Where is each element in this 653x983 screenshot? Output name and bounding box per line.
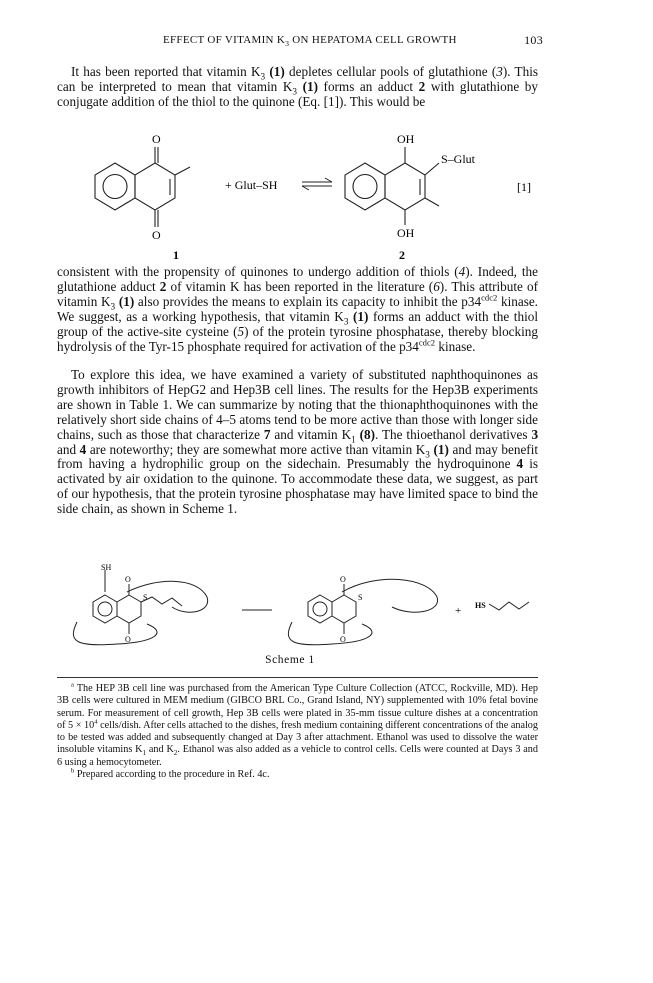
- footnotes: [57, 683, 538, 781]
- footnote-a: $^a$ The HEP 3B cell line was purchased from the American Type Culture Collection (ATCC, Rockville, MD). Hep 3B cells were cultured in MEM medium (GIBCO BRL Co., Grand Island, NY) supplemented with 10% fetal bovine serum. For measurement of cell growth, Hep 3B cells were plated in 35-mm tissue culture dishes at a concentration of $5 \times 10^4$ cells/dish. After cells attached to the dishes, fresh medium containing different concentrations of the analog to be tested was added and subsequently changed at Day 3 after attachment. Ethanol was used to dissolve the water insoluble vitamins $K_1$ and $K_2$. Ethanol was also added as a vehicle to control cells. Cells were counted at Days 3 and 6 using a hemocytometer.: [57, 681, 538, 768]
- o-label-right-top: O: [340, 575, 346, 584]
- equilibrium-arrow: [302, 178, 332, 190]
- plus-sign: +: [455, 605, 462, 617]
- equation-1: [57, 125, 547, 260]
- reagent: + Glut–SH: [225, 178, 278, 192]
- scheme-1-figure: [57, 562, 547, 652]
- quinone-left: [93, 584, 182, 634]
- page-number: 103: [524, 33, 543, 47]
- oh-top: OH: [397, 132, 415, 146]
- equation-number: [1]: [517, 180, 531, 194]
- compound-label-2: 2: [399, 248, 405, 260]
- paragraph-1: It has been reported that vitamin $K_3$ (1) depletes cellular pools of glutathione (3). This can be interpreted to mean that vitamin $K_3$ (1) forms an adduct 2 with glutathione by conjugate addition of the thiol to the quinone (Eq. [1]). This would be: [57, 64, 538, 109]
- hydroquinone-structure: [345, 147, 439, 225]
- s-glut: S–Glut: [441, 152, 476, 166]
- o-label-left-bottom: O: [125, 635, 131, 644]
- running-title: EFFECT OF VITAMIN $K_3$ ON HEPATOMA CELL GROWTH: [163, 34, 457, 49]
- hs-label: HS: [475, 601, 486, 610]
- o-bottom: O: [152, 228, 161, 242]
- o-label-right-bottom: O: [340, 635, 346, 644]
- footnote-b: $^b$ Prepared according to the procedure in Ref. 4c.: [71, 767, 270, 781]
- scheme-caption: Scheme 1: [265, 654, 315, 666]
- s-label-right: S: [358, 593, 363, 602]
- sh-label: SH: [101, 563, 112, 572]
- compound-label-1: 1: [173, 248, 179, 260]
- o-label-left-top: O: [125, 575, 131, 584]
- o-top: O: [152, 132, 161, 146]
- paragraph-3: To explore this idea, we have examined a variety of substituted naphthoquinones as growth inhibitors of HepG2 and Hep3B cell lines. The results for the Hep3B experiments are shown in Table 1. We can summarize by noting that the thionaphthoquinones with the relatively short side chains of 4–5 atoms tend to be more active than those with longer side chains, such as those that characterize 7 and vitamin $K_1$ (8). The thioethanol derivatives 3 and 4 are noteworthy; they are somewhat more active than vitamin $K_3$ (1) and may benefit from having a hydrophilic group on the sidechain. Presumably the hydroquinone 4 is activated by air oxidation to the quinone. To accommodate these data, we suggest, as part of our hypothesis, that the protein tyrosine phosphatase may have limited space to bind the side chain, as shown in Scheme 1.: [57, 367, 539, 517]
- quinone-right: [308, 584, 356, 634]
- thiol-chain: [489, 602, 529, 610]
- s-label-left: S: [143, 593, 148, 602]
- enzyme-pocket-right: [288, 579, 437, 645]
- naphthoquinone-structure: [95, 147, 190, 227]
- oh-bottom: OH: [397, 226, 415, 240]
- footnote-rule: [57, 677, 538, 678]
- paragraph-2: consistent with the propensity of quinones to undergo addition of thiols (4). Indeed, the glutathione adduct 2 of vitamin K has been reported in the literature (6). This attribute of vitamin $K_3$ (1) also provides the means to explain its capacity to inhibit the $p34^{cdc2}$ kinase. We suggest, as a working hypothesis, that vitamin $K_3$ (1) forms an adduct with the thiol group of the active-site cysteine (5) of the protein tyrosine phosphatase, thereby blocking hydrolysis of the Tyr-15 phosphate required for activation of the $p34^{cdc2}$ kinase.: [57, 264, 539, 354]
